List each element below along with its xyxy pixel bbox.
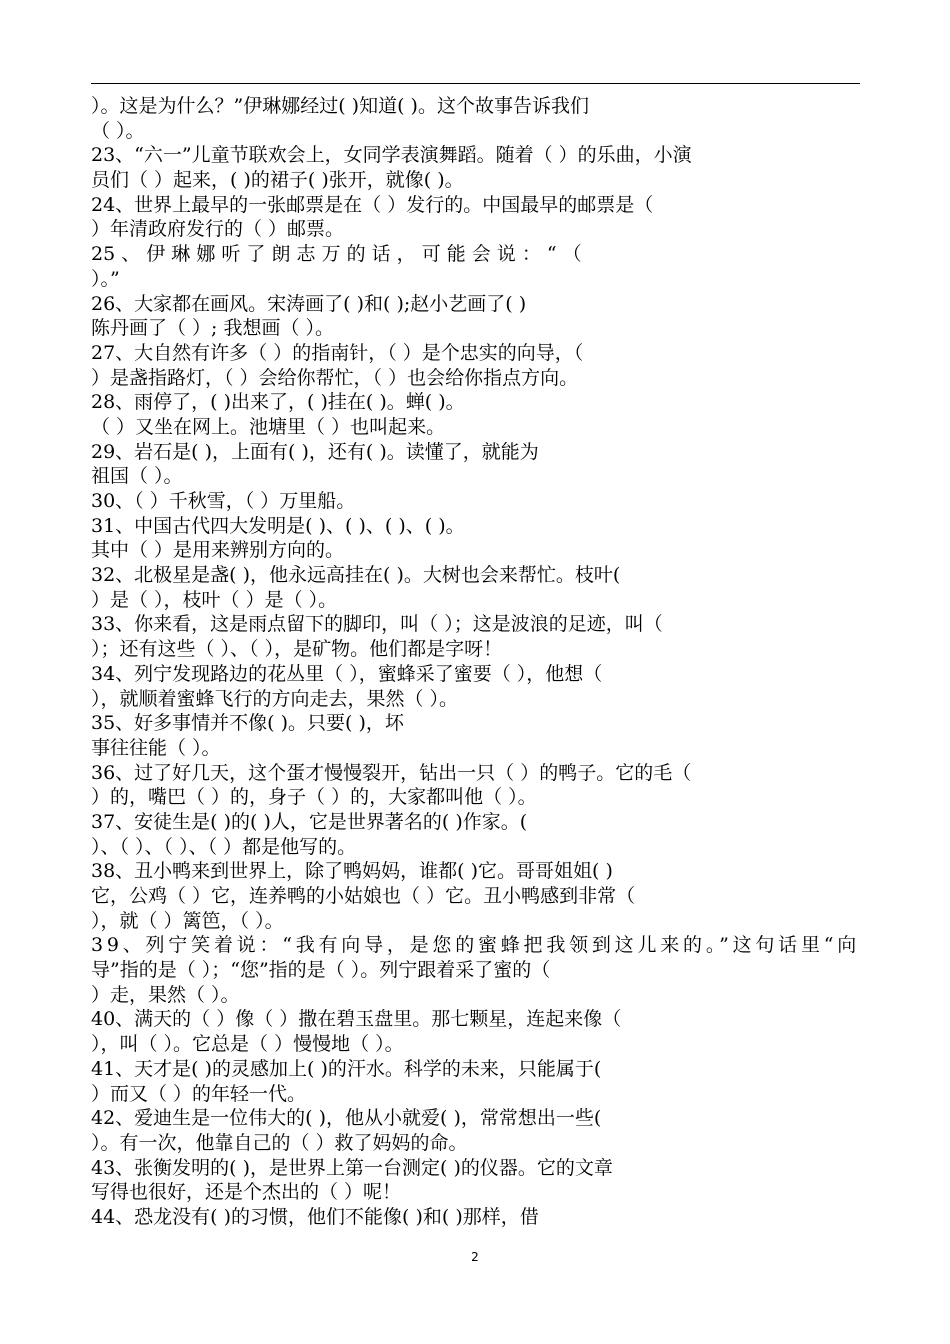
text-line: 31、中国古代四大发明是( )、( )、( )、( )。 xyxy=(91,514,465,537)
text-line: ）是（ ），枝叶（ ）是（ ）。 xyxy=(91,588,338,611)
text-line: 导”指的是（ ）；“您”指的是（ ）。列宁跟着采了蜜的（ xyxy=(91,959,551,982)
text-line: 写得也很好，还是个杰出的（ ）呢！ xyxy=(91,1181,402,1204)
text-line: ）。有一次，他靠自己的（ ）救了妈妈的命。 xyxy=(91,1131,468,1154)
text-line: 44、恐龙没有( )的习惯，他们不能像( )和( )那样，借 xyxy=(91,1205,539,1228)
text-line: ）。这是为什么？”伊琳娜经过( )知道( )。这个故事告诉我们 xyxy=(91,95,589,117)
text-line: 30、（ ）千秋雪，（ ）万里船。 xyxy=(91,490,356,512)
text-line: ），就（ ）篱笆，（ ）。 xyxy=(91,909,284,932)
text-line: 25 、 伊 琳 娜 听 了 朗 志 万 的 话 ， 可 能 会 说 ： “ （ xyxy=(91,243,582,266)
text-line: ）是盏指路灯，（ ）会给你帮忙，（ ）也会给你指点方向。 xyxy=(91,366,579,389)
text-line: 35、好多事情并不像( )。只要( )，坏 xyxy=(91,712,404,735)
text-line: 37、安徒生是( )的( )人，它是世界著名的( )作家。( xyxy=(91,810,528,833)
text-line: 其中（ ）是用来辨别方向的。 xyxy=(91,539,345,562)
text-line: 24、世界上最早的一张邮票是在（ ）发行的。中国最早的邮票是（ xyxy=(91,193,654,216)
text-line: 36、过了好几天，这个蛋才慢慢裂开，钻出一只（ ）的鸭子。它的毛（ xyxy=(91,761,692,784)
page-number: 2 xyxy=(471,1250,479,1264)
text-line: 33、你来看，这是雨点留下的脚印，叫（ ）；这是波浪的足迹，叫（ xyxy=(91,613,663,636)
text-line: 祖国（ ）。 xyxy=(91,465,183,488)
text-line: ）的，嘴巴（ ）的，身子（ ）的，大家都叫他（ ）。 xyxy=(91,786,537,809)
text-line: 41、天才是( )的灵感加上( )的汗水。科学的未来，只能属于( xyxy=(91,1057,602,1080)
text-line: ）而又（ ）的年轻一代。 xyxy=(91,1082,307,1105)
text-line: 26、大家都在画风。宋涛画了( )和( );赵小艺画了( ) xyxy=(91,292,527,315)
text-line: 27、大自然有许多（ ）的指南针，（ ）是个忠实的向导，（ xyxy=(91,341,584,364)
text-line: ）年清政府发行的（ ）邮票。 xyxy=(91,218,345,241)
text-line: 29、岩石是( )，上面有( )，还有( )。读懂了，就能为 xyxy=(91,440,539,463)
text-line: 38、丑小鸭来到世界上，除了鸭妈妈，谁都( )它。哥哥姐姐( ) xyxy=(91,860,613,883)
text-line: 28、雨停了，( )出来了，( )挂在( )。蝉( )。 xyxy=(91,391,465,414)
text-line: 陈丹画了（ ）; 我想画（ ）。 xyxy=(91,317,335,340)
text-line: （ ）。 xyxy=(91,119,145,142)
header-rule xyxy=(91,83,860,84)
text-line: 34、列宁发现路边的花丛里（ ），蜜蜂采了蜜要（ ），他想（ xyxy=(91,662,603,685)
text-line: 43、张衡发明的( )，是世界上第一台测定( )的仪器。它的文章 xyxy=(91,1156,613,1179)
text-line: 40、满天的（ ）像（ ）撒在碧玉盘里。那七颗星，连起来像（ xyxy=(91,1008,622,1031)
text-line: ）、（ ）、（ ）、（ ）都是他写的。 xyxy=(91,835,357,858)
text-line: ）。” xyxy=(91,267,120,290)
text-line: 23、“六一”儿童节联欢会上，女同学表演舞蹈。随着（ ）的乐曲，小演 xyxy=(91,144,692,167)
text-line: ）；还有这些（ ）、（ ），是矿物。他们都是字呀！ xyxy=(91,638,503,661)
worksheet-body xyxy=(91,94,860,1230)
text-line: 32、北极星是盏( )，他永远高挂在( )。大树也会来帮忙。枝叶( xyxy=(91,564,621,587)
text-line: 员们（ ）起来，( )的裙子( )张开，就像( )。 xyxy=(91,169,464,192)
text-line: ）走，果然（ ）。 xyxy=(91,983,240,1006)
text-line: 39、列宁笑着说：“我有向导，是您的蜜蜂把我领到这儿来的。”这句话里“向 xyxy=(91,934,860,957)
text-line: 42、爱迪生是一位伟大的( )，他从小就爱( )，常常想出一些( xyxy=(91,1107,602,1130)
text-line: 它，公鸡（ ）它，连养鸭的小姑娘也（ ）它。丑小鸭感到非常（ xyxy=(91,885,636,907)
text-line: 事往往能（ ）。 xyxy=(91,736,221,759)
text-line: ），就顺着蜜蜂飞行的方向走去，果然（ ）。 xyxy=(91,687,459,710)
text-line: ），叫（ ）。它总是（ ）慢慢地（ ）。 xyxy=(91,1033,404,1056)
text-line: （ ）又坐在网上。池塘里（ ）也叫起来。 xyxy=(91,415,446,438)
